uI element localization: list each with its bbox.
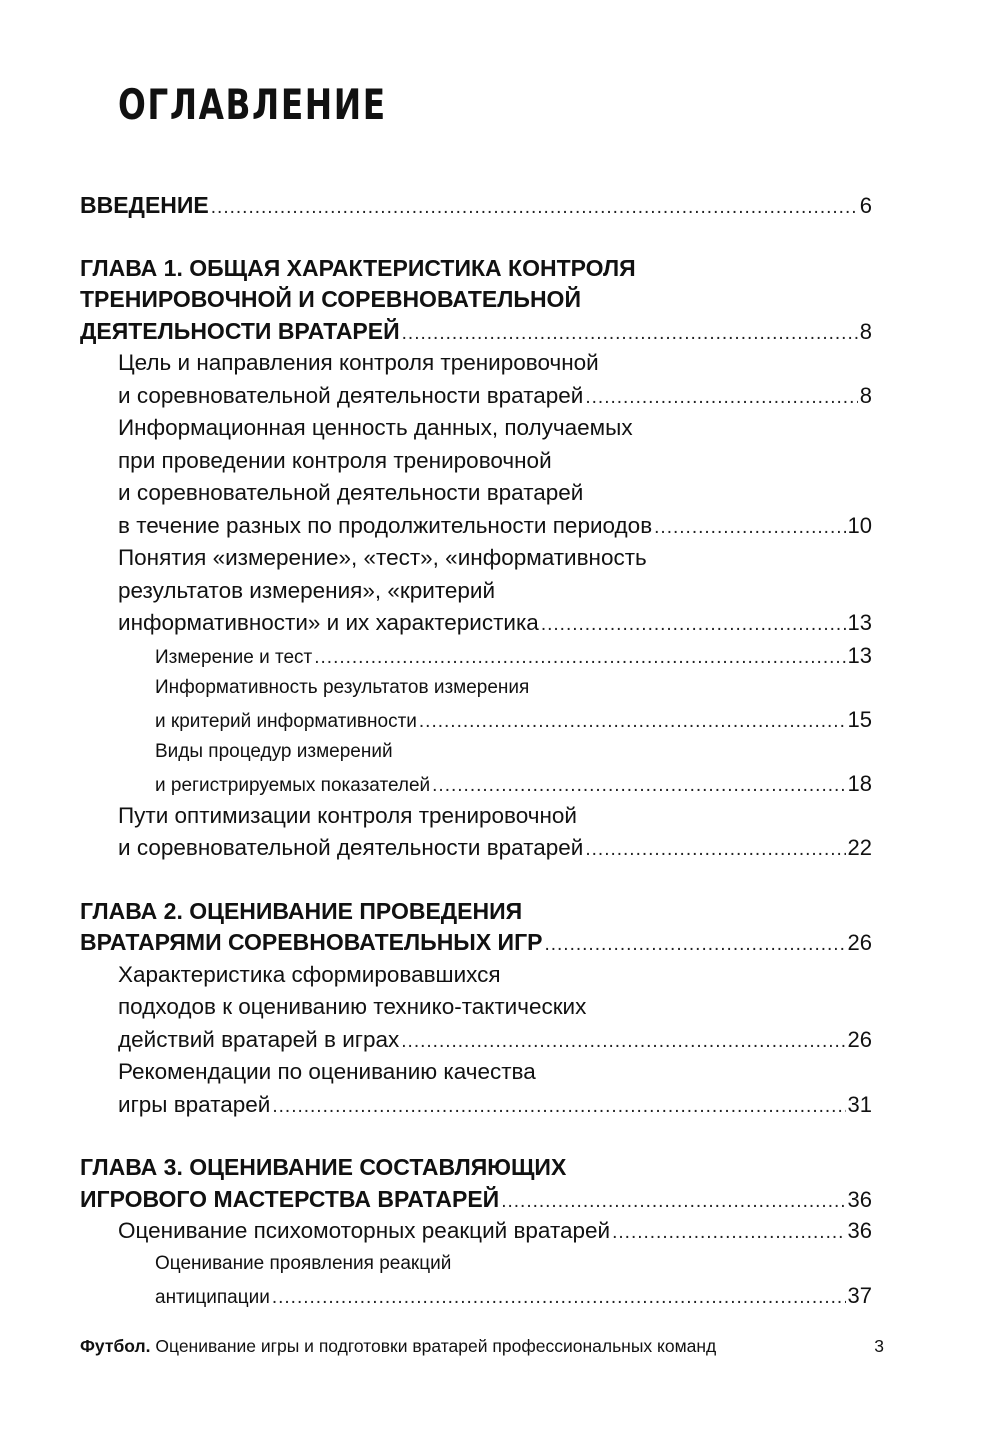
toc-entry-title: ВРАТАРЯМИ СОРЕВНОВАТЕЛЬНЫХ ИГР — [80, 929, 543, 955]
toc-section-1-3[interactable] — [80, 542, 872, 640]
toc-page-number: 31 — [847, 1091, 872, 1117]
toc-entry-title: в течение разных по продолжительности периодов — [118, 512, 653, 538]
toc-entry-title: при проведении контроля тренировочной — [118, 447, 552, 473]
toc-subsection-1-3-2[interactable] — [80, 672, 872, 736]
toc-entry-title: Понятия «измерение», «тест», «информативность — [118, 545, 647, 570]
toc-subsection-1-3-3[interactable] — [80, 736, 872, 800]
toc-leader — [272, 1282, 846, 1314]
toc-leader — [272, 1091, 845, 1124]
toc-page-number: 6 — [859, 193, 872, 218]
toc-section-1-2[interactable] — [80, 412, 872, 542]
toc-page-number: 26 — [847, 1026, 872, 1052]
toc-entry-title: ГЛАВА 1. ОБЩАЯ ХАРАКТЕРИСТИКА КОНТРОЛЯ — [80, 254, 636, 281]
toc-leader — [585, 382, 857, 415]
toc-chapter-2[interactable] — [80, 896, 872, 959]
table-of-contents — [80, 190, 872, 1312]
toc-entry-title: ИГРОВОГО МАСТЕРСТВА ВРАТАРЕЙ — [80, 1185, 500, 1212]
toc-leader — [211, 192, 858, 224]
toc-section-2-2[interactable] — [80, 1056, 872, 1121]
toc-entry-intro[interactable] — [80, 190, 872, 222]
toc-page-number: 13 — [847, 610, 872, 635]
toc-entry-title: информативности» и их характеристика — [118, 610, 539, 635]
toc-leader — [501, 1186, 845, 1218]
toc-page-number: 26 — [847, 930, 872, 955]
toc-entry-title: ГЛАВА 2. ОЦЕНИВАНИЕ ПРОВЕДЕНИЯ — [80, 897, 523, 924]
toc-page-number: 18 — [847, 770, 872, 796]
toc-leader — [544, 929, 845, 961]
toc-page-number: 36 — [847, 1218, 872, 1243]
page-title: ОГЛАВЛЕНИЕ — [118, 80, 387, 129]
toc-leader — [432, 770, 845, 802]
toc-page-number: 15 — [847, 706, 872, 732]
toc-entry-title: подходов к оцениванию технико-тактических — [118, 994, 587, 1019]
toc-entry-title: ДЕЯТЕЛЬНОСТИ ВРАТАРЕЙ — [80, 317, 400, 344]
toc-chapter-3[interactable] — [80, 1152, 872, 1215]
toc-entry-title: Цель и направления контроля тренировочной — [118, 350, 599, 375]
toc-leader — [612, 1217, 845, 1250]
toc-entry-title: Оценивание проявления реакций — [155, 1252, 452, 1274]
toc-subsection-3-1-1[interactable] — [80, 1248, 872, 1312]
toc-leader — [654, 512, 845, 545]
toc-entry-title: действий вратарей в играх — [118, 1026, 400, 1052]
toc-page-number: 36 — [847, 1186, 872, 1212]
toc-entry-title: Информационная ценность данных, получаемых — [118, 415, 633, 440]
footer-text: Оценивание игры и подготовки вратарей профессиональных команд — [155, 1336, 717, 1356]
toc-page-number: 37 — [847, 1282, 872, 1308]
toc-leader — [402, 318, 858, 350]
toc-page-number: 10 — [847, 512, 872, 538]
toc-entry-title: и соревновательной деятельности вратарей — [118, 480, 584, 505]
toc-entry-title: антиципации — [155, 1286, 270, 1308]
toc-entry-title: Характеристика сформировавшихся — [118, 961, 501, 987]
toc-chapter-1[interactable] — [80, 253, 872, 348]
toc-leader — [419, 706, 846, 738]
toc-page-number: 22 — [847, 835, 872, 860]
toc-page-number: 13 — [847, 642, 872, 668]
toc-leader — [585, 834, 845, 867]
toc-entry-title: Измерение и тест — [155, 646, 313, 668]
toc-entry-title: и критерий информативности — [155, 710, 417, 732]
page-footer — [80, 1336, 884, 1357]
toc-entry-title: и регистрируемых показателей — [155, 774, 431, 796]
toc-entry-title: Виды процедур измерений — [155, 740, 393, 762]
toc-entry-title: Рекомендации по оцениванию качества — [118, 1059, 536, 1084]
toc-entry-title: Пути оптимизации контроля тренировочной — [118, 802, 577, 828]
toc-entry-title: результатов измерения», «критерий — [118, 577, 496, 603]
toc-entry-title: ГЛАВА 3. ОЦЕНИВАНИЕ СОСТАВЛЯЮЩИХ — [80, 1154, 567, 1180]
toc-section-1-1[interactable] — [80, 347, 872, 412]
toc-section-3-1[interactable] — [80, 1215, 872, 1248]
toc-leader — [314, 642, 845, 674]
toc-entry-title: игры вратарей — [118, 1091, 271, 1117]
toc-entry-title: и соревновательной деятельности вратарей — [118, 835, 584, 860]
toc-section-2-1[interactable] — [80, 959, 872, 1057]
toc-page-number: 8 — [859, 318, 872, 344]
toc-section-1-4[interactable] — [80, 800, 872, 865]
toc-page-number: 8 — [859, 382, 872, 408]
toc-entry-title: и соревновательной деятельности вратарей — [118, 382, 584, 408]
running-title — [80, 1336, 716, 1357]
toc-entry-title: Информативность результатов измерения — [155, 676, 530, 698]
toc-leader — [541, 609, 846, 642]
toc-entry-title: ТРЕНИРОВОЧНОЙ И СОРЕВНОВАТЕЛЬНОЙ — [80, 286, 581, 312]
footer-brand: Футбол. — [80, 1336, 151, 1356]
toc-subsection-1-3-1[interactable] — [80, 640, 872, 672]
toc-entry-title: ВВЕДЕНИЕ — [80, 192, 209, 218]
toc-entry-title: Оценивание психомоторных реакций вратарей — [118, 1218, 611, 1243]
page-number: 3 — [874, 1336, 884, 1356]
toc-leader — [401, 1026, 845, 1059]
